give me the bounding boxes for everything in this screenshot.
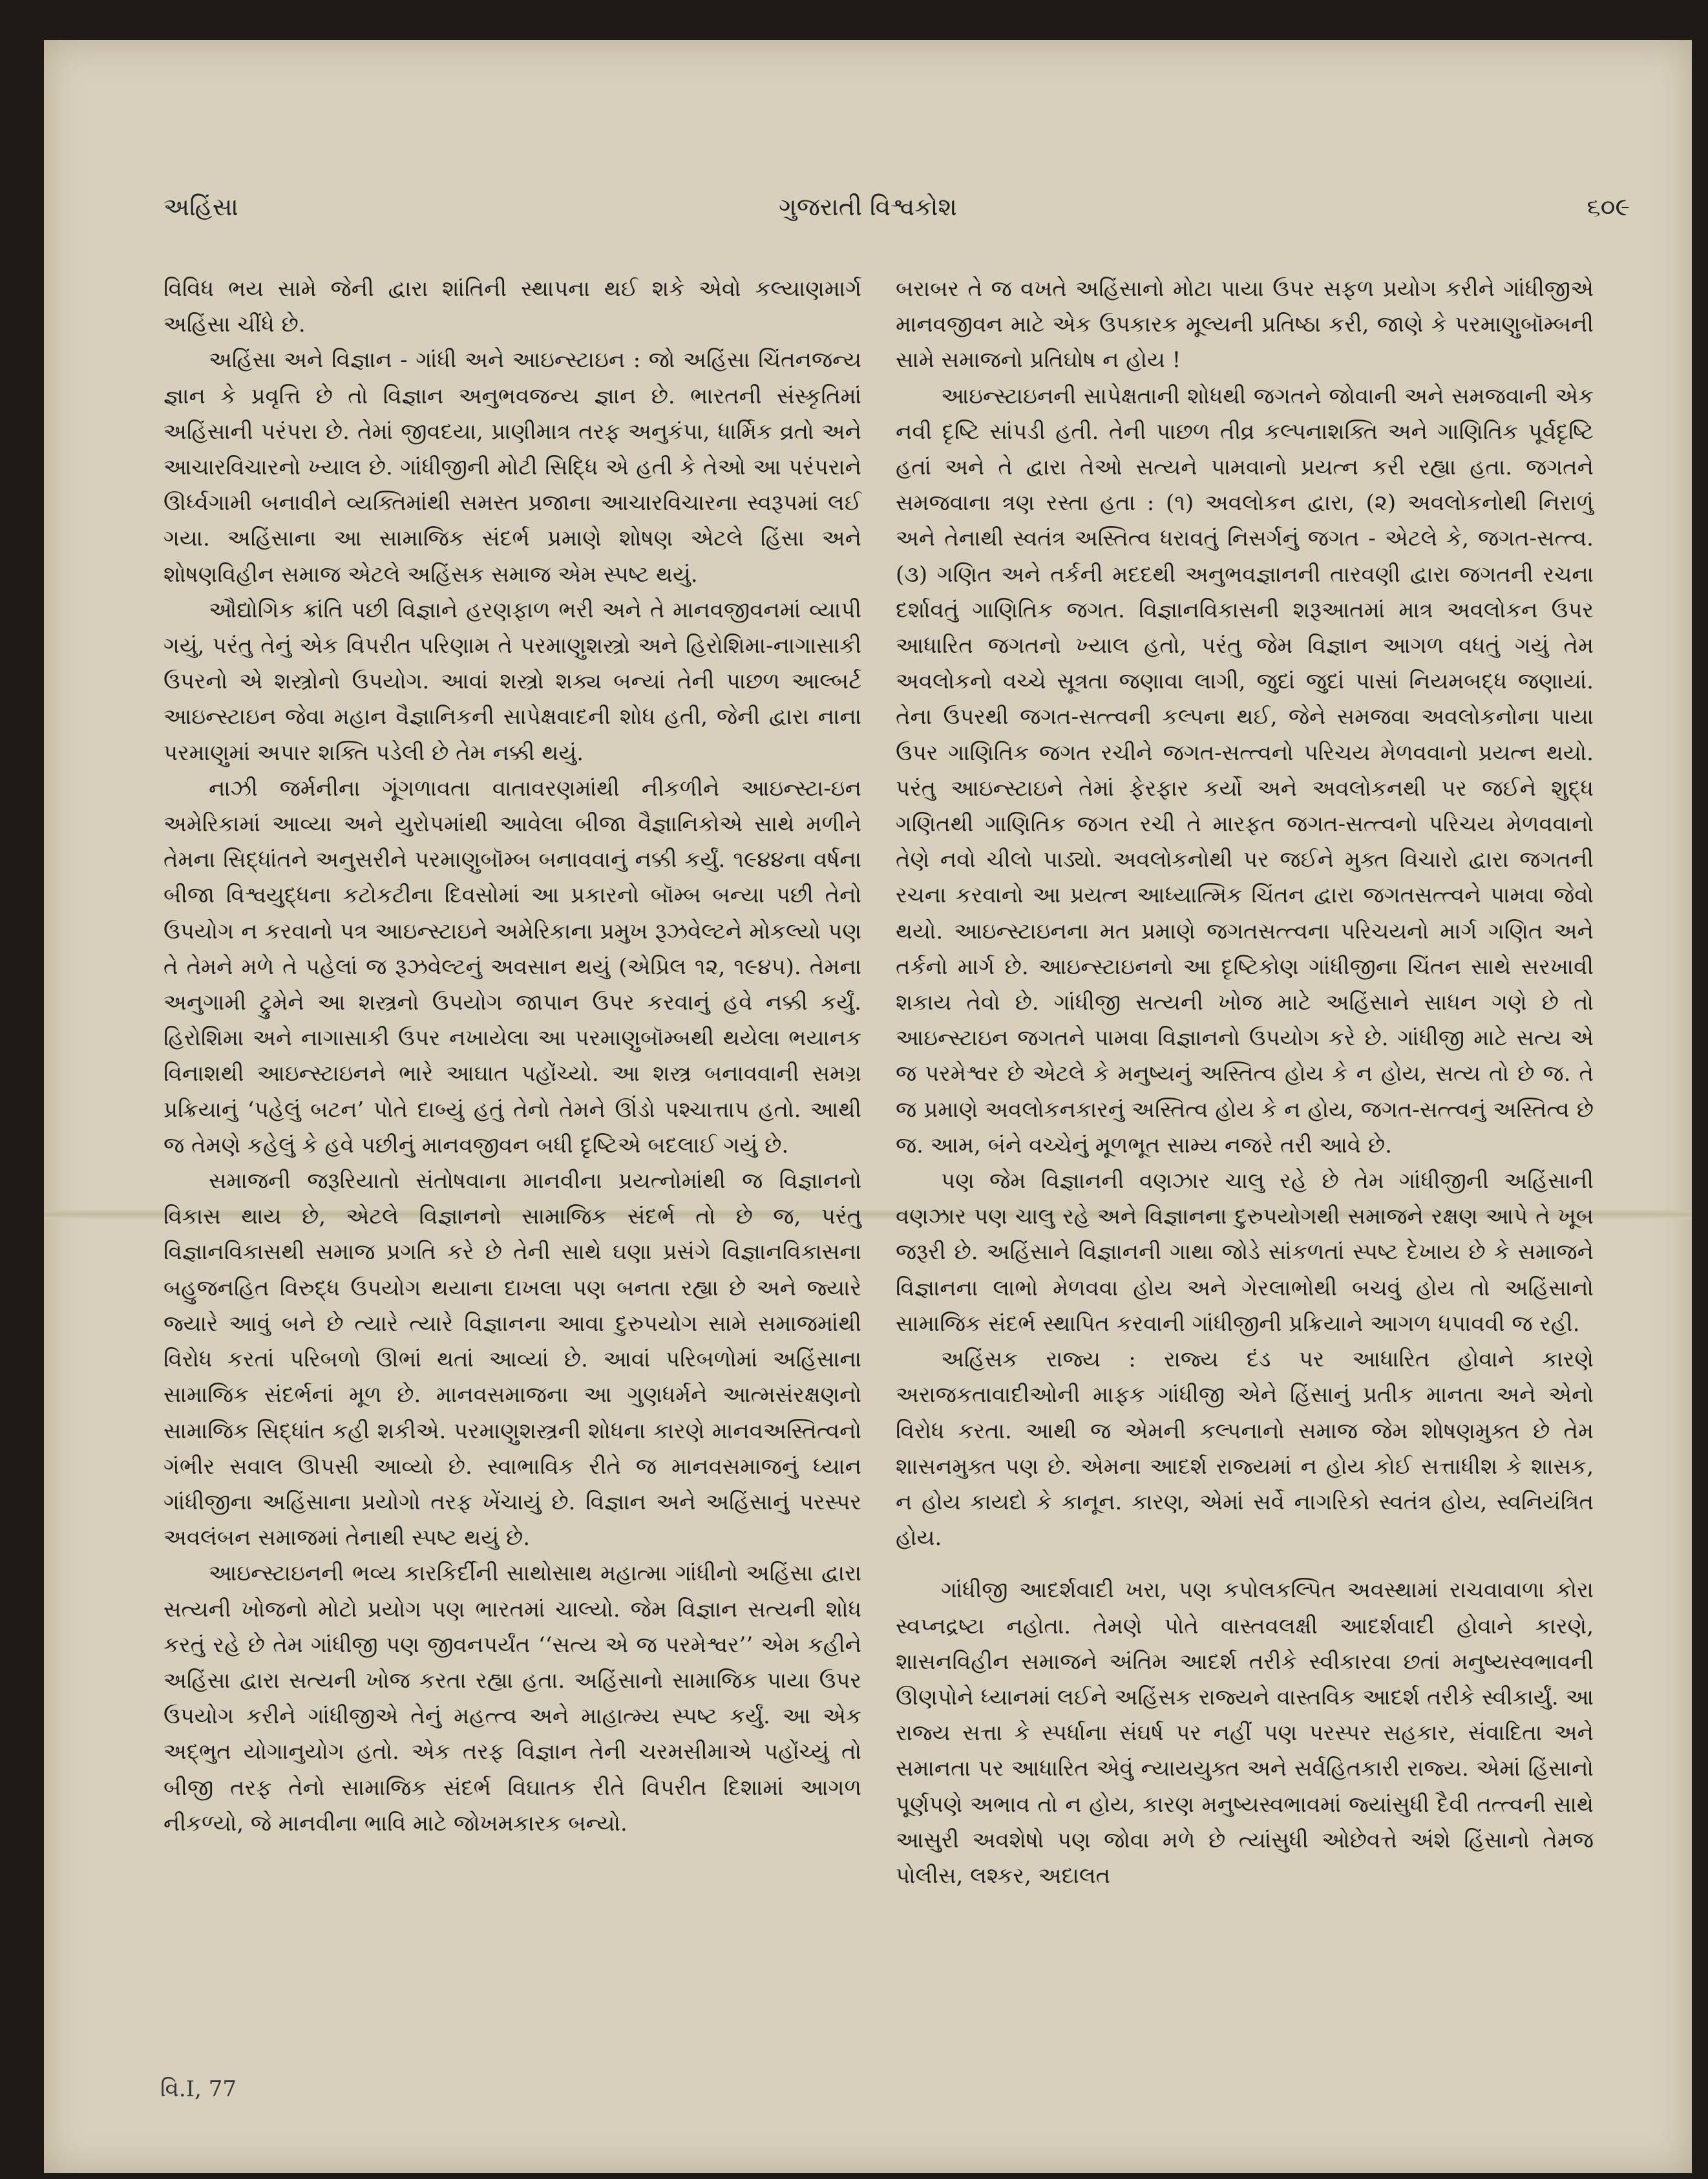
header-topic: અહિંસા [163,193,238,221]
paragraph: આઇન્સ્ટાઇનની ભવ્ય કારકિર્દીની સાથોસાથ મહાત્મા ગાંધીનો અહિંસા દ્વારા સત્યની ખોજનો મોટો પ્રયોગ પણ ભારતમાં ચાલ્યો. જેમ વિજ્ઞાન સત્યની શોધ કરતું રહે છે તેમ ગાંધીજી પણ જીવનપર્યંત ‘‘સત્ય એ જ પરમેશ્વર’’ એમ કહીને અહિંસા દ્વારા સત્યની ખોજ કરતા રહ્યા હતા. અહિંસાનો સામાજિક પાયા ઉપર ઉપયોગ કરીને ગાંધીજીએ તેનું મહત્ત્વ અને માહાત્મ્ય સ્પષ્ટ કર્યું. આ એક અદ્ભુત યોગાનુયોગ હતો. એક તરફ વિજ્ઞાન તેની ચરમસીમાએ પહોંચ્યું તો બીજી તરફ તેનો સામાજિક સંદર્ભ વિઘાતક રીતે વિપરીત દિશામાં આગળ નીકળ્યો, જે માનવીના ભાવિ માટે જોખમકારક બન્યો. [163,1560,861,1836]
paragraph: પણ જેમ વિજ્ઞાનની વણઝાર ચાલુ રહે છે તેમ ગાંધીજીની અહિંસાની વણઝાર પણ ચાલુ રહે અને વિજ્ઞાનના દુરુપયોગથી સમાજને રક્ષણ આપે તે ખૂબ જરૂરી છે. અહિંસાને વિજ્ઞાનની ગાથા જોડે સાંકળતાં સ્પષ્ટ દેખાય છે કે સમાજને વિજ્ઞાનના લાભો મેળવવા હોય અને ગેરલાભોથી બચવું હોય તો અહિંસાનો સામાજિક સંદર્ભ સ્થાપિત કરવાની ગાંધીજીની પ્રક્રિયાને આગળ ધપાવવી જ રહી. [896,1168,1594,1337]
left-column [163,271,861,1842]
paragraph: સમાજની જરૂરિયાતો સંતોષવાના માનવીના પ્રયત્નોમાંથી જ વિજ્ઞાનનો વિકાસ થાય છે, એટલે વિજ્ઞાનનો સામાજિક સંદર્ભ તો છે જ, પરંતુ વિજ્ઞાનવિકાસથી સમાજ પ્રગતિ કરે છે તેની સાથે ઘણા પ્રસંગે વિજ્ઞાનવિકાસના બહુજનહિત વિરુદ્ધ ઉપયોગ થયાના દાખલા પણ બનતા રહ્યા છે અને જ્યારે જ્યારે આવું બને છે ત્યારે ત્યારે વિજ્ઞાનના આવા દુરુપયોગ સામે સમાજમાંથી વિરોધ કરતાં પરિબળો ઊભાં થતાં આવ્યાં છે. આવાં પરિબળોમાં અહિંસાના સામાજિક સંદર્ભનાં મૂળ છે. માનવસમાજના આ ગુણધર્મને આત્મસંરક્ષણનો સામાજિક સિદ્ધાંત કહી શકીએ. પરમાણુશસ્ત્રની શોધના કારણે માનવઅસ્તિત્વનો ગંભીર સવાલ ઊપસી આવ્યો છે. સ્વાભાવિક રીતે જ માનવસમાજનું ધ્યાન ગાંધીજીના અહિંસાના પ્રયોગો તરફ ખેંચાયું છે. વિજ્ઞાન અને અહિંસાનું પરસ્પર અવલંબન સમાજમાં તેનાથી સ્પષ્ટ થયું છે. [163,1168,861,1551]
paragraph: બરાબર તે જ વખતે અહિંસાનો મોટા પાયા ઉપર સફળ પ્રયોગ કરીને ગાંધીજીએ માનવજીવન માટે એક ઉપકારક મૂલ્યની પ્રતિષ્ઠા કરી, જાણે કે પરમાણુબૉમ્બની સામે સમાજનો પ્રતિઘોષ ન હોય ! [896,276,1594,374]
document-page [44,40,1692,2173]
paragraph: આઇન્સ્ટાઇનની સાપેક્ષતાની શોધથી જગતને જોવાની અને સમજવાની એક નવી દૃષ્ટિ સાંપડી હતી. તેની પાછળ તીવ્ર કલ્પનાશક્તિ અને ગાણિતિક પૂર્વદૃષ્ટિ હતાં અને તે દ્વારા તેઓ સત્યને પામવાનો પ્રયત્ન કરી રહ્યા હતા. જગતને સમજવાના ત્રણ રસ્તા હતા : (૧) અવલોકન દ્વારા, (૨) અવલોકનોથી નિરાળું અને તેનાથી સ્વતંત્ર અસ્તિત્વ ધરાવતું નિસર્ગનું જગત - એટલે કે, જગત-સત્ત્વ. (૩) ગણિત અને તર્કની મદદથી અનુભવજ્ઞાનની તારવણી દ્વારા જગતની રચના દર્શાવતું ગાણિતિક જગત. વિજ્ઞાનવિકાસની શરૂઆતમાં માત્ર અવલોકન ઉપર આધારિત જગતનો ખ્યાલ હતો, પરંતુ જેમ વિજ્ઞાન આગળ વધતું ગયું તેમ અવલોકનો વચ્ચે સૂત્રતા જણાવા લાગી, જુદાં જુદાં પાસાં નિયમબદ્ધ જણાયાં. તેના ઉપરથી જગત-સત્ત્વની કલ્પના થઈ, જેને સમજવા અવલોકનોના પાયા ઉપર ગાણિતિક જગત રચીને જગત-સત્ત્વનો પરિચય મેળવવાનો પ્રયત્ન થયો. પરંતુ આઇન્સ્ટાઇને તેમાં ફેરફાર કર્યો અને અવલોકનથી પર જઈને શુદ્ધ ગણિતથી ગાણિતિક જગત રચી તે મારફત જગત-સત્ત્વનો પરિચય મેળવવાનો તેણે નવો ચીલો પાડ્યો. અવલોકનોથી પર જઈને મુક્ત વિચારો દ્વારા જગતની રચના કરવાનો આ પ્રયત્ન આધ્યાત્મિક ચિંતન દ્વારા જગતસત્ત્વને પામવા જેવો થયો. આઇન્સ્ટાઇનના મત પ્રમાણે જગતસત્ત્વના પરિચયનો માર્ગ ગણિત અને તર્કનો માર્ગ છે. આઇન્સ્ટાઇનનો આ દૃષ્ટિકોણ ગાંધીજીના ચિંતન સાથે સરખાવી શકાય તેવો છે. ગાંધીજી સત્યની ખોજ માટે અહિંસાને સાધન ગણે છે તો આઇન્સ્ટાઇન જગતને પામવા વિજ્ઞાનનો ઉપયોગ કરે છે. ગાંધીજી માટે સત્ય એ જ પરમેશ્વર છે એટલે કે મનુષ્યનું અસ્તિત્વ હોય કે ન હોય, સત્ય તો છે જ. તે જ પ્રમાણે અવલોકનકારનું અસ્તિત્વ હોય કે ન હોય, જગત-સત્ત્વનું અસ્તિત્વ છે જ. આમ, બંને વચ્ચેનું મૂળભૂત સામ્ય નજરે તરી આવે છે. [896,383,1594,1158]
paragraph: વિવિધ ભય સામે જેની દ્વારા શાંતિની સ્થાપના થઈ શકે એવો કલ્યાણમાર્ગ અહિંસા ચીંધે છે. [163,276,861,338]
paragraph: ગાંધીજી આદર્શવાદી ખરા, પણ કપોલકલ્પિત અવસ્થામાં રાચવાવાળા કોરા સ્વપ્નદ્રષ્ટા નહોતા. તેમણે પોતે વાસ્તવલક્ષી આદર્શવાદી હોવાને કારણે, શાસનવિહીન સમાજને અંતિમ આદર્શ તરીકે સ્વીકારવા છતાં મનુષ્યસ્વભાવની ઊણપોને ધ્યાનમાં લઈને અહિંસક રાજ્યને વાસ્તવિક આદર્શ તરીકે સ્વીકાર્યું. આ રાજ્ય સત્તા કે સ્પર્ધાના સંઘર્ષ પર નહીં પણ પરસ્પર સહકાર, સંવાદિતા અને સમાનતા પર આધારિત એવું ન્યાયયુક્ત અને સર્વહિતકારી રાજ્ય. એમાં હિંસાનો પૂર્ણપણે અભાવ તો ન હોય, કારણ મનુષ્યસ્વભાવમાં જ્યાંસુધી દૈવી તત્ત્વની સાથે આસુરી અવશેષો પણ જોવા મળે છે ત્યાંસુધી ઓછેવત્તે અંશે હિંસાનો તેમજ પોલીસ, લશ્કર, અદાલત [896,1577,1594,1889]
paragraph: અહિંસા અને વિજ્ઞાન - ગાંધી અને આઇન્સ્ટાઇન : જો અહિંસા ચિંતનજન્ય જ્ઞાન કે પ્રવૃત્તિ છે તો વિજ્ઞાન અનુભવજન્ય જ્ઞાન છે. ભારતની સંસ્કૃતિમાં અહિંસાની પરંપરા છે. તેમાં જીવદયા, પ્રાણીમાત્ર તરફ અનુકંપા, ધાર્મિક વ્રતો અને આચારવિચારનો ખ્યાલ છે. ગાંધીજીની મોટી સિદ્ધિ એ હતી કે તેઓ આ પરંપરાને ઊર્ધ્વગામી બનાવીને વ્યક્તિમાંથી સમસ્ત પ્રજાના આચારવિચારના સ્વરૂપમાં લઈ ગયા. અહિંસાના આ સામાજિક સંદર્ભ પ્રમાણે શોષણ એટલે હિંસા અને શોષણવિહીન સમાજ એટલે અહિંસક સમાજ એમ સ્પષ્ટ થયું. [163,347,861,588]
right-column [896,271,1594,1894]
paragraph: અહિંસક રાજ્ય : રાજ્ય દંડ પર આધારિત હોવાને કારણે અરાજકતાવાદીઓની માફક ગાંધીજી એને હિંસાનું પ્રતીક માનતા અને એનો વિરોધ કરતા. આથી જ એમની કલ્પનાનો સમાજ જેમ શોષણમુક્ત છે તેમ શાસનમુક્ત પણ છે. એમના આદર્શ રાજ્યમાં ન હોય કોઈ સત્તાધીશ કે શાસક, ન હોય કાયદો કે કાનૂન. કારણ, એમાં સર્વે નાગરિકો સ્વતંત્ર હોય, સ્વનિયંત્રિત હોય. [896,1346,1594,1551]
signature-mark: વિ.I, 77 [160,2076,237,2102]
paragraph: નાઝી જર્મનીના ગૂંગળાવતા વાતાવરણમાંથી નીકળીને આઇન્સ્ટા-ઇન અમેરિકામાં આવ્યા અને યુરોપમાંથી આવેલા બીજા વૈજ્ઞાનિકોએ સાથે મળીને તેમના સિદ્ધાંતને અનુસરીને પરમાણુબૉમ્બ બનાવવાનું નક્કી કર્યું. ૧૯૪૪ના વર્ષના બીજા વિશ્વયુદ્ધના કટોકટીના દિવસોમાં આ પ્રકારનો બૉમ્બ બન્યા પછી તેનો ઉપયોગ ન કરવાનો પત્ર આઇન્સ્ટાઇને અમેરિકાના પ્રમુખ રૂઝવેલ્ટને મોકલ્યો પણ તે તેમને મળે તે પહેલાં જ રૂઝવેલ્ટનું અવસાન થયું (એપ્રિલ ૧૨, ૧૯૪૫). તેમના અનુગામી ટ્રુમેને આ શસ્ત્રનો ઉપયોગ જાપાન ઉપર કરવાનું હવે નક્કી કર્યું. હિરોશિમા અને નાગાસાકી ઉપર નખાયેલા આ પરમાણુબૉમ્બથી થયેલા ભયાનક વિનાશથી આઇન્સ્ટાઇનને ભારે આઘાત પહોંચ્યો. આ શસ્ત્ર બનાવવાની સમગ્ર પ્રક્રિયાનું ‘પહેલું બટન’ પોતે દાબ્યું હતું તેનો તેમને ઊંડો પશ્ચાત્તાપ હતો. આથી જ તેમણે કહેલું કે હવે પછીનું માનવજીવન બધી દૃષ્ટિએ બદલાઈ ગયું છે. [163,775,861,1158]
page-header [44,193,1692,231]
paragraph: ઔદ્યોગિક ક્રાંતિ પછી વિજ્ઞાને હરણફાળ ભરી અને તે માનવજીવનમાં વ્યાપી ગયું, પરંતુ તેનું એક વિપરીત પરિણામ તે પરમાણુશસ્ત્રો અને હિરોશિમા-નાગાસાકી ઉપરનો એ શસ્ત્રોનો ઉપયોગ. આવાં શસ્ત્રો શક્ય બન્યાં તેની પાછળ આલ્બર્ટ આઇન્સ્ટાઇન જેવા મહાન વૈજ્ઞાનિકની સાપેક્ષવાદની શોધ હતી, જેની દ્વારા નાના પરમાણુમાં અપાર શક્તિ પડેલી છે તેમ નક્કી થયું. [163,597,861,766]
page-number: ૬૦૯ [1587,193,1630,221]
header-title: ગુજરાતી વિશ્વકોશ [779,193,957,221]
